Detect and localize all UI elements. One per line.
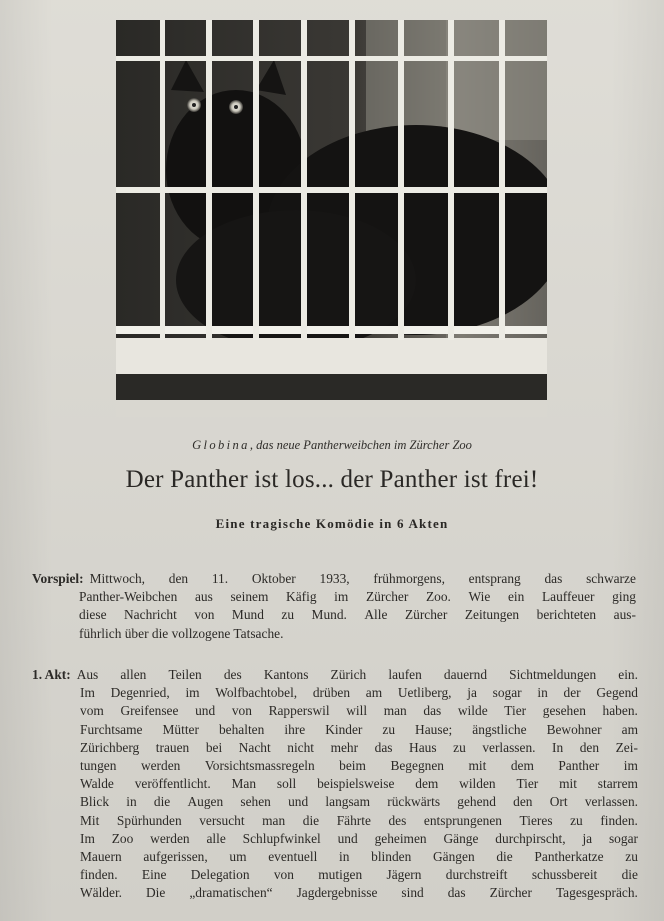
page-title: Der Panther ist los... der Panther ist frei! — [125, 466, 539, 493]
caption-text: , das neue Pantherweibchen im Zürcher Zoo — [249, 438, 472, 452]
paragraph-line-text: führlich über die vollzogene Tatsache. — [79, 625, 284, 641]
paragraph-line-text: Aus allen Teilen des Kantons Zürich laufen dauernd Sichtmeldungen ein. — [76, 667, 638, 682]
akt1-paragraph — [32, 666, 638, 903]
caption-name: Globina — [192, 438, 250, 452]
paragraph-line-text: Mittwoch, den 11. Oktober 1933, frühmorgens, entsprang das schwarze — [89, 571, 636, 586]
paragraph-line: Furchtsame Mütter behalten ihre Kinder zu Hause; ängstliche Bewohner am — [80, 721, 638, 737]
paragraph-line: Mit Spürhunden versucht man die Fährte des entsprungenen Tieres zu finden. — [80, 812, 638, 828]
paragraph-line: vom Greifensee und von Rapperswil will man das wilde Tier gesehen haben. — [80, 703, 638, 719]
paragraph-line: finden. Eine Delegation von mutigen Jägern durchstreift schussbereit die — [80, 867, 638, 883]
paragraph-line: Wälder. Die „dramatischen“ Jagdergebnisse sind das Zürcher Tagesgespräch. — [80, 885, 638, 901]
paragraph-line: Blick in die Augen sehen und langsam rückwärts gehend den Ort verlassen. — [80, 794, 638, 810]
akt1-label: 1. Akt: — [32, 667, 71, 682]
photo-caption — [0, 438, 664, 453]
paragraph-line: Panther-Weibchen aus seinem Käfig im Zürcher Zoo. Wie ein Lauffeuer ging — [79, 589, 636, 605]
paragraph-line: Mauern aufgerissen, um eventuell in blinden Gängen die Pantherkatze zu — [80, 849, 638, 865]
panther-photo — [116, 20, 547, 417]
paragraph-line: Zürichberg trauen bei Nacht nicht mehr das Haus zu verlassen. In den Zei- — [80, 739, 638, 755]
paragraph-line: Walde veröffentlicht. Man soll beispielsweise dem wilden Tier mit starrem — [80, 776, 638, 792]
paragraph-line: Im Degenried, im Wolfbachtobel, drüben am Uetliberg, ja sogar in der Gegend — [80, 685, 638, 701]
page-subtitle: Eine tragische Komödie in 6 Akten — [215, 516, 449, 531]
vorspiel-label: Vorspiel: — [32, 571, 84, 586]
vorspiel-paragraph — [32, 570, 636, 643]
paragraph-line: diese Nachricht von Mund zu Mund. Alle Zürcher Zeitungen berichteten aus- — [79, 607, 636, 623]
paragraph-line: tungen werden Vorsichtsmassregeln beim Begegnen mit dem Panther im — [80, 758, 638, 774]
paragraph-line — [79, 625, 636, 643]
panther-cage-image — [116, 20, 547, 417]
paragraph-line — [32, 666, 638, 684]
paragraph-line — [32, 570, 636, 588]
paragraph-line: Im Zoo werden alle Schlupfwinkel und geheimen Gänge durchpirscht, ja sogar — [80, 830, 638, 846]
